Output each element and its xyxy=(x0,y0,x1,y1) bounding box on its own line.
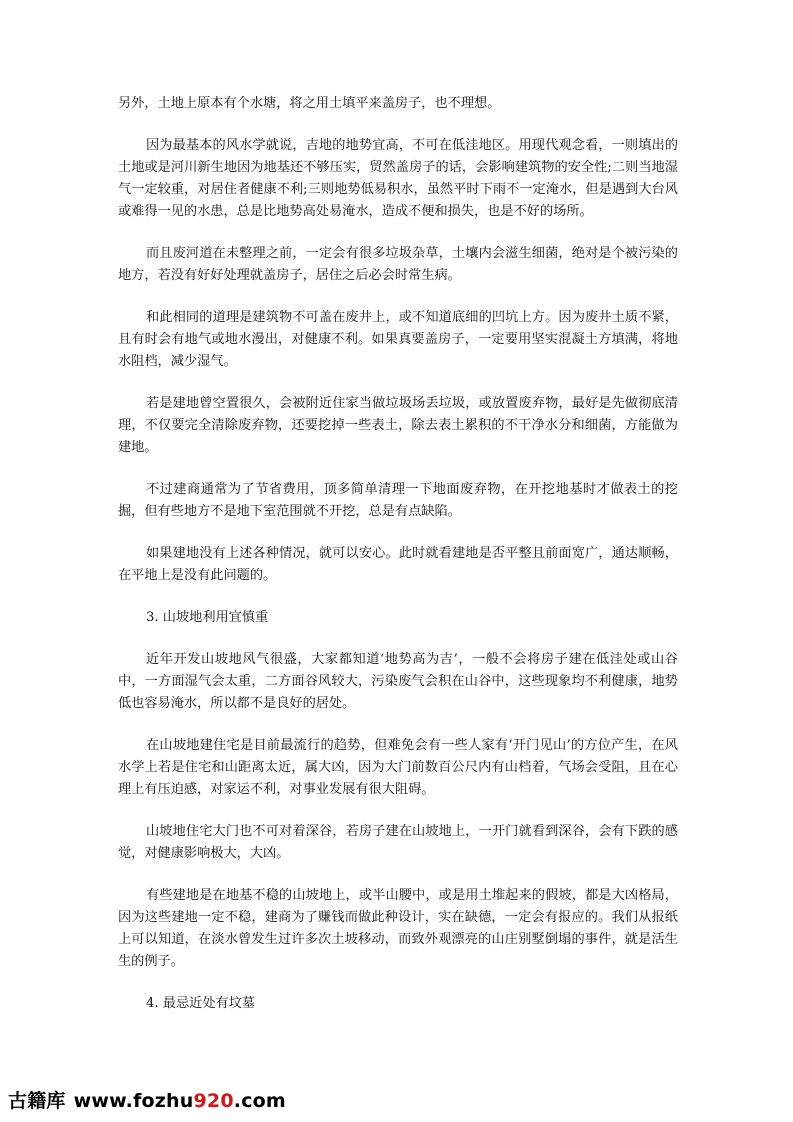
footer-site-suffix: .com xyxy=(233,1090,286,1112)
paragraph: 而且废河道在未整理之前，一定会有很多垃圾杂草，土壤内会滋生细菌，绝对是个被污染的地方，若没有好好处理就盖房子，居住之后必会时常生病。 xyxy=(118,246,678,283)
paragraph: 因为最基本的风水学就说，吉地的地势宜高，不可在低洼地区。用现代观念看，一则填出的土地或是河川新生地因为地基还不够压实，贸然盖房子的话，会影响建筑物的安全性;二则当地湿气一定较重，对居住者健康不利;三则地势低易积水，虽然平时下雨不一定淹水，但是遇到大台风或难得一见的水患，总是比地势高处易淹水，造成不便和损失，也是不好的场所。 xyxy=(118,138,678,219)
paragraph: 如果建地没有上述各种情况，就可以安心。此时就看建地是否平整且前面宽广，通达顺畅，在平地上是没有此问题的。 xyxy=(118,546,678,583)
paragraph: 有些建地是在地基不稳的山坡地上，或半山腰中，或是用土堆起来的假坡，都是大凶格局，因为这些建地一定不稳，建商为了赚钱而做此种设计，实在缺德，一定会有报应的。我们从报纸上可以知道，在淡水曾发生过许多次土坡移动，而致外观漂亮的山庄别墅倒塌的事件，就是活生生的例子。 xyxy=(118,888,678,969)
footer-site-prefix: www.fozhu xyxy=(73,1090,194,1112)
article-body xyxy=(118,93,678,1035)
paragraph: 近年开发山坡地风气很盛，大家都知道‘地势高为吉’，一般不会将房子建在低洼处或山谷中，一方面湿气会太重，二方面谷风较大，污染废气会积在山谷中，这些现象均不利健康，地势低也容易淹水，所以都不是良好的居处。 xyxy=(118,652,678,711)
section-heading: 3. 山坡地利用宜慎重 xyxy=(146,610,269,625)
paragraph: 和此相同的道理是建筑物不可盖在废井上，或不知道底细的凹坑上方。因为废井土质不紧，且有时会有地气或地水漫出，对健康不利。如果真要盖房子，一定要用坚实混凝土方填满，将地水阻档，减少湿气。 xyxy=(118,310,678,369)
paragraph: 不过建商通常为了节省费用，顶多简单清理一下地面废弃物，在开挖地基时才做表土的挖掘，但有些地方不是地下室范围就不开挖，总是有点缺陷。 xyxy=(118,482,678,519)
footer-site-accent: 920 xyxy=(193,1090,234,1112)
footer-site-link[interactable] xyxy=(74,1090,286,1112)
paragraph: 若是建地曾空置很久，会被附近住家当做垃圾场丢垃圾，或放置废弃物，最好是先做彻底清理，不仅要完全清除废弃物，还要挖掉一些表土，除去表土累积的不干净水分和细菌，方能做为建地。 xyxy=(118,396,678,455)
paragraph: 在山坡地建住宅是目前最流行的趋势，但难免会有一些人家有‘开门见山’的方位产生，在风水学上若是住宅和山距离太近，属大凶，因为大门前数百公尺内有山档着，气场会受阻，且在心理上有压迫感，对家运不利，对事业发展有很大阻碍。 xyxy=(118,738,678,797)
footer-brand: 古籍库 xyxy=(8,1090,66,1112)
paragraph: 山坡地住宅大门也不可对着深谷，若房子建在山坡地上，一开门就看到深谷，会有下跌的感觉，对健康影响极大，大凶。 xyxy=(118,824,678,861)
paragraph-intro: 另外，土地上原本有个水塘，将之用土填平来盖房子，也不理想。 xyxy=(118,96,501,111)
footer-watermark xyxy=(8,1086,286,1116)
section-heading: 4. 最忌近处有坟墓 xyxy=(146,996,256,1011)
